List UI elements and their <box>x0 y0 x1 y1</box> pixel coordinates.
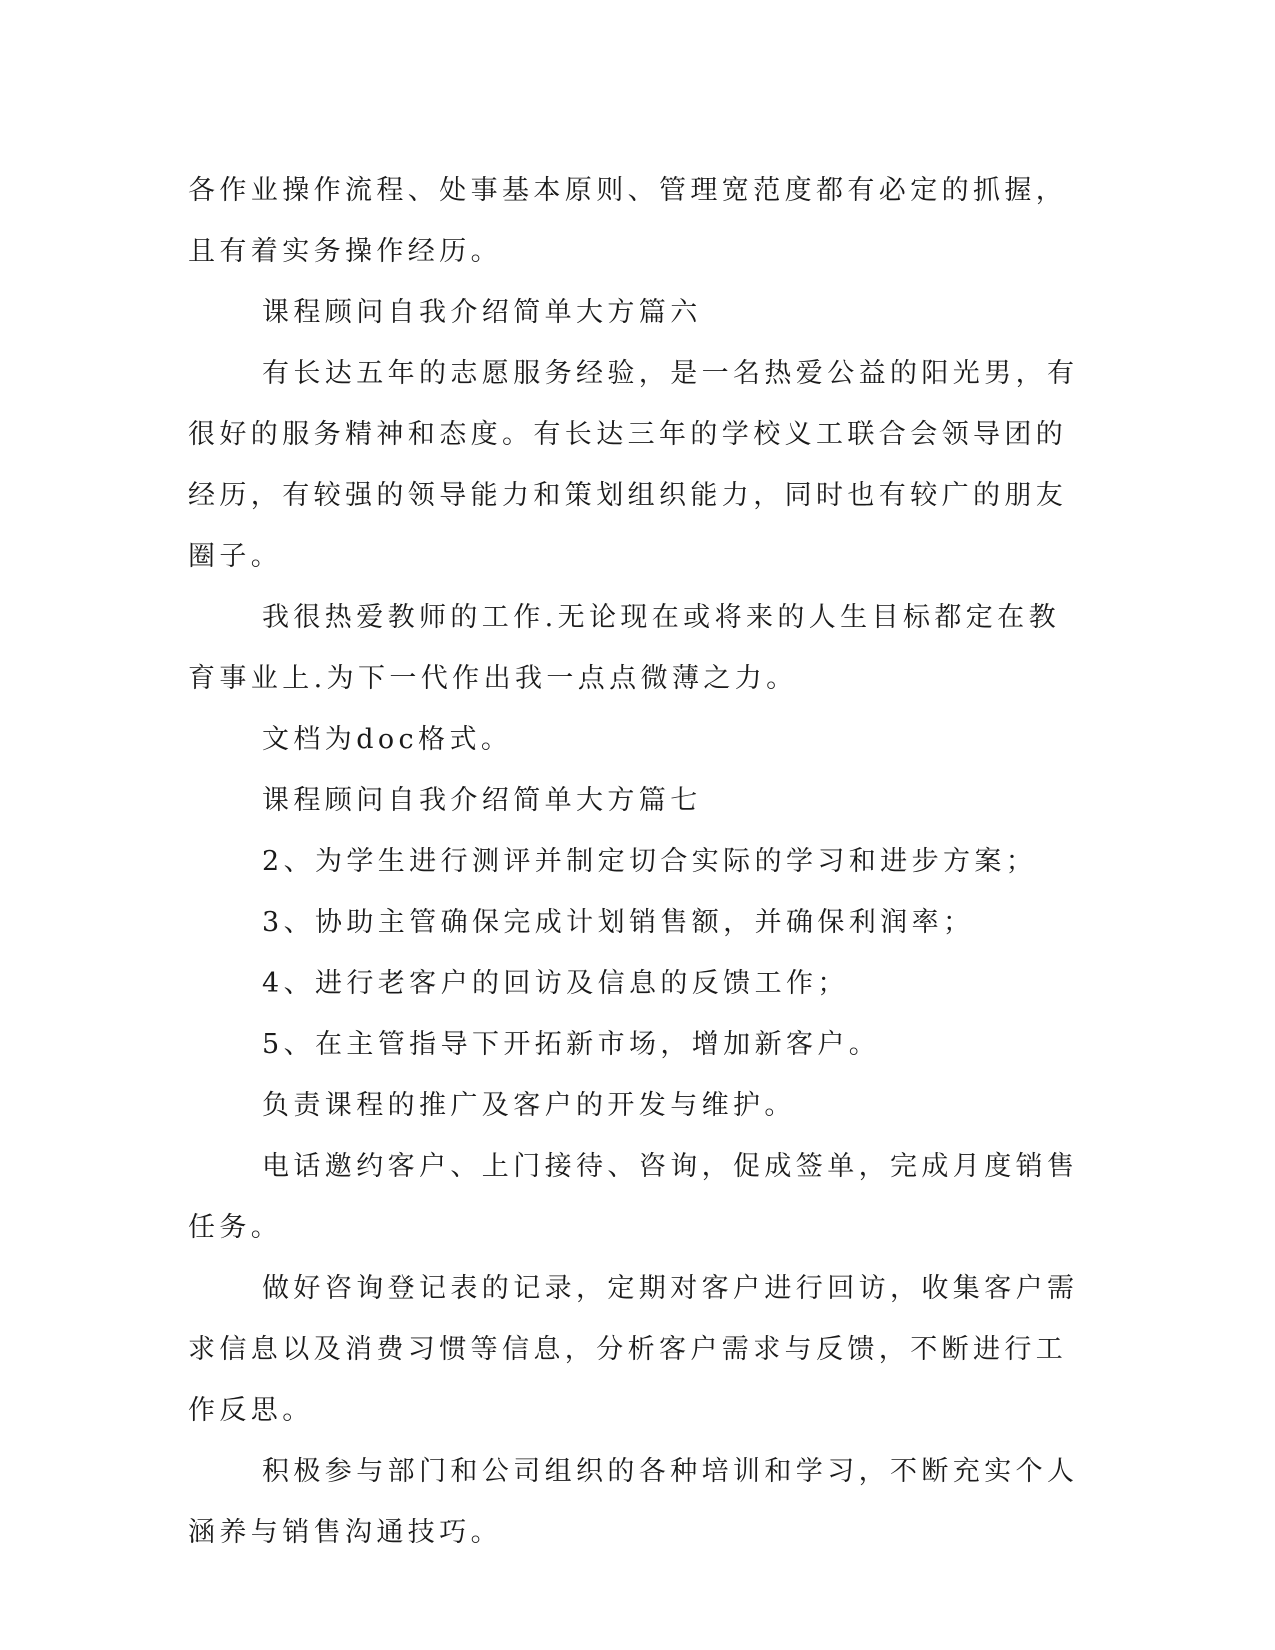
section-heading-7: 课程顾问自我介绍简单大方篇七 <box>262 785 702 816</box>
list-item: 3、协助主管确保完成计划销售额，并确保利润率； <box>262 907 975 938</box>
section-heading-6: 课程顾问自我介绍简单大方篇六 <box>262 297 702 328</box>
paragraph: 有长达五年的志愿服务经验，是一名热爱公益的阳光男，有很好的服务精神和态度。有长达三年的学校义工联合会领导团的经历，有较强的领导能力和策划组织能力，同时也有较广的朋友圈子。 <box>188 358 1079 572</box>
paragraph: 我很热爱教师的工作.无论现在或将来的人生目标都定在教育事业上.为下一代作出我一点点微薄之力。 <box>188 602 1060 694</box>
paragraph-continued: 各作业操作流程、处事基本原则、管理宽范度都有必定的抓握，且有着实务操作经历。 <box>188 175 1068 267</box>
paragraph: 积极参与部门和公司组织的各种培训和学习，不断充实个人涵养与销售沟通技巧。 <box>188 1456 1079 1548</box>
list-item: 2、为学生进行测评并制定切合实际的学习和进步方案； <box>262 846 1038 877</box>
list-item: 4、进行老客户的回访及信息的反馈工作； <box>262 968 849 999</box>
document-body <box>188 160 1088 1563</box>
paragraph: 负责课程的推广及客户的开发与维护。 <box>262 1090 796 1121</box>
list-item: 5、在主管指导下开拓新市场，增加新客户。 <box>262 1029 881 1060</box>
paragraph: 做好咨询登记表的记录，定期对客户进行回访，收集客户需求信息以及消费习惯等信息，分析客户需求与反馈，不断进行工作反思。 <box>188 1273 1079 1426</box>
paragraph: 电话邀约客户、上门接待、咨询，促成签单，完成月度销售任务。 <box>188 1151 1079 1243</box>
paragraph: 文档为doc格式。 <box>262 724 513 755</box>
